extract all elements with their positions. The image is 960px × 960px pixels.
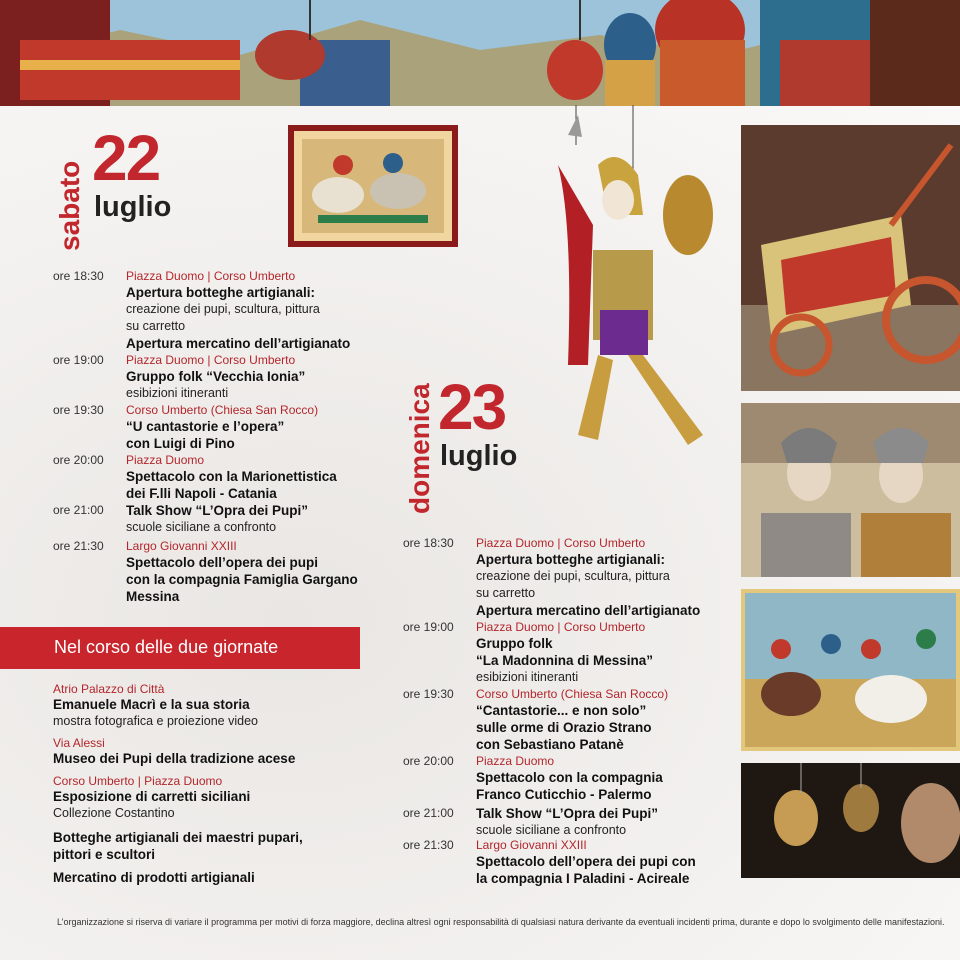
event-line: Talk Show “L’Opra dei Pupi” — [476, 806, 659, 821]
item-line: Museo dei Pupi della tradizione acese — [53, 751, 296, 766]
event-location: Largo Giovanni XXIII — [476, 838, 587, 852]
saturday-header — [50, 122, 190, 255]
event-line: Gruppo folk — [476, 636, 553, 651]
sunday-month: luglio — [440, 440, 518, 472]
event-time: ore 21:00 — [403, 806, 454, 820]
event-line: Spettacolo con la Marionettistica — [126, 469, 337, 484]
event-location: Piazza Duomo — [476, 754, 555, 768]
event-location: Piazza Duomo | Corso Umberto — [126, 353, 296, 367]
event-location: Corso Umberto (Chiesa San Rocco) — [476, 687, 669, 701]
event-line: Talk Show “L’Opra dei Pupi” — [126, 503, 309, 518]
both-days-title: Nel corso delle due giornate — [54, 637, 279, 657]
sicilian-cart-photo — [741, 125, 960, 391]
item-line: Esposizione di carretti siciliani — [53, 789, 251, 804]
event-time: ore 19:00 — [403, 620, 454, 634]
event-line: “Cantastorie... e non solo” — [476, 703, 647, 718]
battle-cart-painting-photo — [741, 589, 960, 751]
event-line: Spettacolo dell’opera dei pupi — [126, 555, 319, 570]
event-line: esibizioni itineranti — [476, 670, 579, 684]
event-location: Piazza Duomo | Corso Umberto — [126, 269, 296, 283]
event-line: la compagnia I Paladini - Acireale — [476, 871, 690, 886]
event-line: “La Madonnina di Messina” — [476, 653, 654, 668]
both-days-ribbon — [0, 627, 360, 669]
event-line: esibizioni itineranti — [126, 386, 229, 400]
event-location: Piazza Duomo — [126, 453, 205, 467]
event-location: Piazza Duomo | Corso Umberto — [476, 620, 646, 634]
event-time: ore 21:00 — [53, 503, 104, 517]
event-line: creazione dei pupi, scultura, pittura — [476, 569, 670, 583]
saturday-day: 22 — [92, 122, 160, 194]
event-time: ore 19:00 — [53, 353, 104, 367]
event-line: su carretto — [476, 586, 536, 600]
event-time: ore 18:30 — [403, 536, 454, 550]
event-line: Spettacolo con la compagnia — [476, 770, 663, 785]
event-line: dei F.lli Napoli - Catania — [126, 486, 277, 501]
sunday-header — [400, 372, 540, 512]
item-location: Corso Umberto | Piazza Duomo — [53, 774, 223, 788]
event-line: sulle orme di Orazio Strano — [476, 720, 652, 735]
event-line: Messina — [126, 589, 180, 604]
sunday-day: 23 — [438, 371, 506, 443]
sunday-weekday: domenica — [404, 383, 435, 514]
puppet-heads-photo — [741, 403, 960, 577]
event-line: Apertura mercatino dell’artigianato — [126, 336, 351, 351]
item-line: Mercatino di prodotti artigianali — [53, 870, 255, 885]
paladins-painting-image — [288, 125, 458, 247]
saturday-weekday: sabato — [54, 160, 85, 251]
item-location: Atrio Palazzo di Città — [53, 682, 165, 696]
event-line: creazione dei pupi, scultura, pittura — [126, 302, 320, 316]
event-line: scuole siciliane a confronto — [126, 520, 277, 534]
banner-illustration — [0, 0, 960, 106]
event-time: ore 19:30 — [403, 687, 454, 701]
event-line: con la compagnia Famiglia Gargano — [126, 572, 358, 587]
saturday-month: luglio — [94, 191, 172, 223]
event-line: con Sebastiano Patanè — [476, 737, 624, 752]
event-line: Apertura mercatino dell’artigianato — [476, 603, 701, 618]
item-location: Via Alessi — [53, 736, 105, 750]
event-line: Apertura botteghe artigianali: — [476, 552, 666, 567]
item-line: mostra fotografica e proiezione video — [53, 714, 258, 728]
event-line: “U cantastorie e l’opera” — [126, 419, 285, 434]
event-line: su carretto — [126, 319, 186, 333]
item-line: Emanuele Macrì e la sua storia — [53, 697, 250, 712]
event-time: ore 18:30 — [53, 269, 104, 283]
event-line: scuole siciliane a confronto — [476, 823, 627, 837]
puppet-knight-image — [538, 105, 728, 470]
item-line: Collezione Costantino — [53, 806, 175, 820]
event-time: ore 21:30 — [53, 539, 104, 553]
footer-disclaimer: L’organizzazione si riserva di variare il programma per motivi di forza maggiore, declina altresì ogni responsabilità di qualsiasi natura derivante da eventuali incidenti prima, durante e dopo lo svolgimento delle manifestazioni. — [57, 917, 945, 927]
event-location: Corso Umberto (Chiesa San Rocco) — [126, 403, 319, 417]
event-time: ore 21:30 — [403, 838, 454, 852]
event-time: ore 20:00 — [403, 754, 454, 768]
item-line: pittori e scultori — [53, 847, 156, 862]
event-line: Spettacolo dell’opera dei pupi con — [476, 854, 696, 869]
event-time: ore 19:30 — [53, 403, 104, 417]
event-time: ore 20:00 — [53, 453, 104, 467]
event-line: Apertura botteghe artigianali: — [126, 285, 316, 300]
puppeteer-photo — [741, 763, 960, 878]
item-line: Botteghe artigianali dei maestri pupari, — [53, 830, 303, 845]
event-line: Franco Cuticchio - Palermo — [476, 787, 652, 802]
event-line: con Luigi di Pino — [126, 436, 235, 451]
top-banner-painting — [0, 0, 960, 106]
event-location: Largo Giovanni XXIII — [126, 539, 237, 553]
event-location: Piazza Duomo | Corso Umberto — [476, 536, 646, 550]
event-line: Gruppo folk “Vecchia Ionia” — [126, 369, 306, 384]
